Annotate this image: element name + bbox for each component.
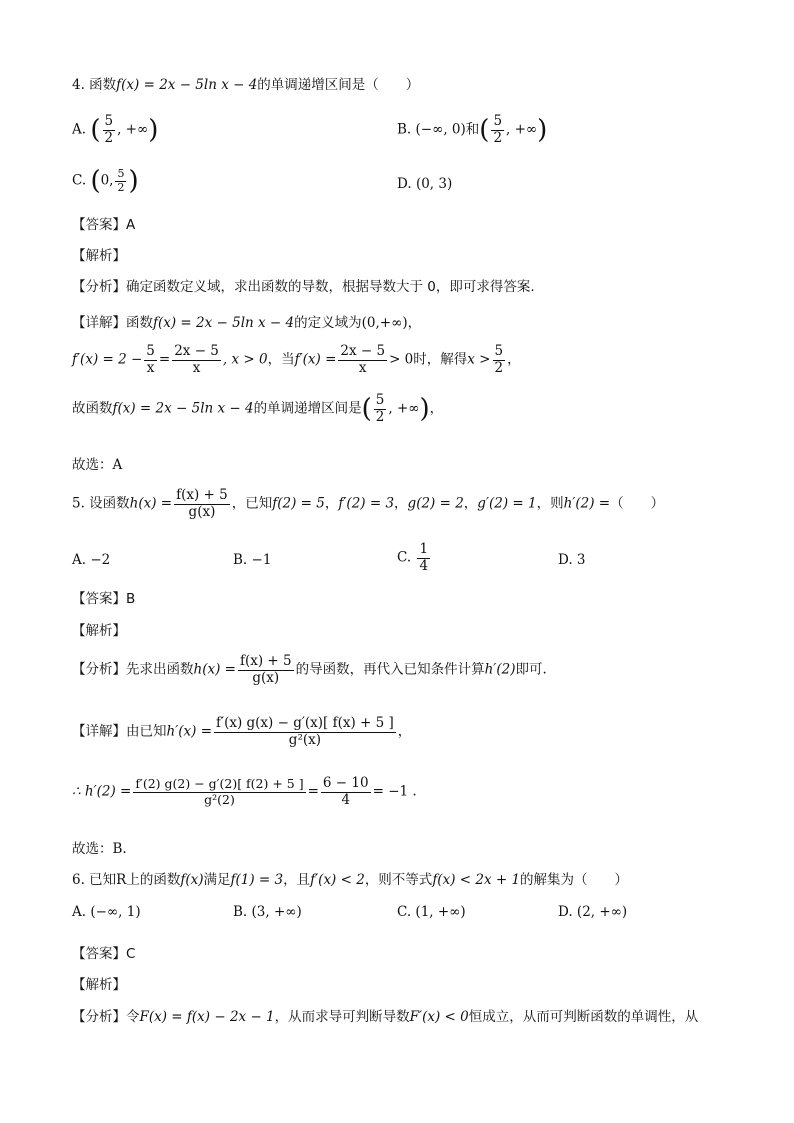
q4-option-d: D. (0, 3) [397,176,453,192]
q4-xiangjie-line1: 【详解】函数f(x) = 2x − 5ln x − 4的定义域为(0,+∞)， [72,315,422,331]
q5-option-a: A. −2 [72,552,111,568]
q5-fenxi: 【分析】先求出函数h(x) = $\frac{f(x) + 5}{g(x)}$ 的导函数，再代入已知条件计算h′(2)即可. [72,653,547,686]
q6-analysis-heading: 【解析】 [72,977,126,993]
q4-answer: 【答案】A [72,217,136,233]
q4-analysis-heading: 【解析】 [72,248,126,264]
q4-xiangjie-line3: 故函数f(x) = 2x − 5ln x − 4的单调递增区间是( $\frac{5}{2}$ , +∞)， [72,392,444,425]
q4-choose: 故选：A [72,457,123,473]
q5-stem: 5. 设函数h(x) = $\frac{f(x) + 5}{g(x)}$ ，已知f(2) = 5，f′(2) = 3，g(2) = 2，g′(2) = 1，则h′(2) =（ ） [72,487,665,520]
q5-option-c: C. $\frac{1}{4}$ [397,541,429,574]
q5-choose: 故选：B. [72,841,127,857]
q6-fenxi: 【分析】令F(x) = f(x) − 2x − 1，从而求导可判断导数F′(x) < 0恒成立，从而可判断函数的单调性，从 [72,1009,699,1025]
q5-option-d: D. 3 [558,552,586,568]
q4-fenxi: 【分析】确定函数定义域，求出函数的导数，根据导数大于 0，即可求得答案. [72,279,535,295]
q4-xiangjie-line2: f′(x) = 2 − $\frac{5}{x}$ = $\frac{2x - 5}{x}$ , x > 0，当f′(x) = $\frac{2x - 5}{x}$ > 0时，解得x > $\frac{5}{2}$ ， [72,343,521,376]
q4-option-b: B. (−∞, 0)和( $\frac{5}{2}$ , +∞) [397,113,548,146]
q5-answer: 【答案】B [72,591,136,607]
q4-option-c: C. (0, $\frac{5}{2}$ ) [72,166,139,196]
q5-analysis-heading: 【解析】 [72,623,126,639]
q5-xiangjie-line1: 【详解】由已知h′(x) = $\frac{f'(x) g(x) - g'(x)[ f(x) + 5 ]}{\text{g²(x)}}$ ， [72,715,412,748]
q4-option-a: A. ( $\frac{5}{2}$ , +∞) [72,113,159,146]
q6-option-b: B. (3, +∞) [233,904,302,920]
q6-stem: 6. 已知R上的函数f(x)满足f(1) = 3，且f′(x) < 2，则不等式f(x) < 2x + 1的解集为（ ） [72,872,629,888]
q5-xiangjie-line2: ∴ h′(2) = $\frac{f'(2) g(2) - g'(2)[ f(2) + 5 ]}{\text{g²(2)}}$ = $\frac{6 - 10}{4}$ = −1 . [72,775,417,808]
q6-answer: 【答案】C [72,946,136,962]
q4-stem: 4. 函数f(x) = 2x − 5ln x − 4的单调递增区间是（ ） [72,77,420,93]
q6-option-c: C. (1, +∞) [397,904,466,920]
q6-option-a: A. (−∞, 1) [72,904,141,920]
q5-option-b: B. −1 [233,552,272,568]
q6-option-d: D. (2, +∞) [558,904,628,920]
